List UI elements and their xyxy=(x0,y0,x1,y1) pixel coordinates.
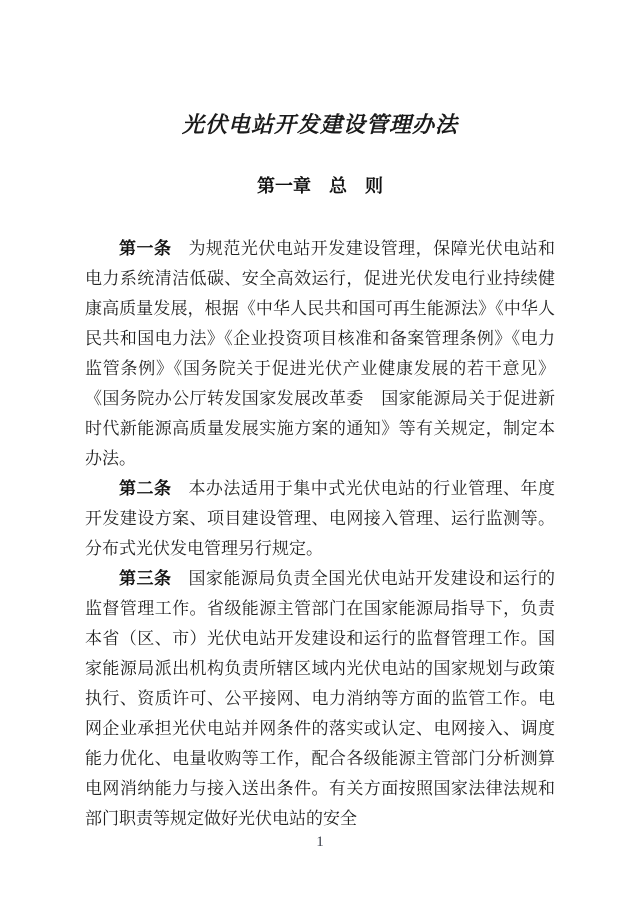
article-1-label: 第一条 xyxy=(119,239,172,258)
article-3-text: 国家能源局负责全国光伏电站开发建设和运行的监督管理工作。省级能源主管部门在国家能源局指导下，负责本省（区、市）光伏电站开发建设和运行的监督管理工作。国家能源局派出机构负责所辖区域内光伏电站的国家规划与政策执行、资质许可、公平接网、电力消纳等方面的监管工作。电网企业承担光伏电站并网条件的落实或认定、电网接入、调度能力优化、电量收购等工作，配合各级能源主管部门分析测算电网消纳能力与接入送出条件。有关方面按照国家法律法规和部门职责等规定做好光伏电站的安全 xyxy=(85,569,556,828)
chapter-heading: 第一章 总 则 xyxy=(257,176,383,196)
article-2-text: 本办法适用于集中式光伏电站的行业管理、年度开发建设方案、项目建设管理、电网接入管理、运行监测等。分布式光伏发电管理另行规定。 xyxy=(85,479,556,558)
article-1 xyxy=(85,234,555,474)
document-title: 光伏电站开发建设管理办法 xyxy=(181,112,458,137)
article-3-label: 第三条 xyxy=(119,569,172,588)
document-body xyxy=(85,234,555,834)
article-3 xyxy=(85,564,555,834)
article-1-text: 为规范光伏电站开发建设管理，保障光伏电站和电力系统清洁低碳、安全高效运行，促进光伏发电行业持续健康高质量发展，根据《中华人民共和国可再生能源法》《中华人民共和国电力法》《企业投资项目核准和备案管理条例》《电力监管条例》《国务院关于促进光伏产业健康发展的若干意见》《国务院办公厅转发国家发展改革委 国家能源局关于促进新时代新能源高质量发展实施方案的通知》等有关规定，制定本办法。 xyxy=(85,239,556,468)
page-number: 1 xyxy=(316,834,324,850)
article-2-label: 第二条 xyxy=(119,479,172,498)
article-2 xyxy=(85,474,555,564)
